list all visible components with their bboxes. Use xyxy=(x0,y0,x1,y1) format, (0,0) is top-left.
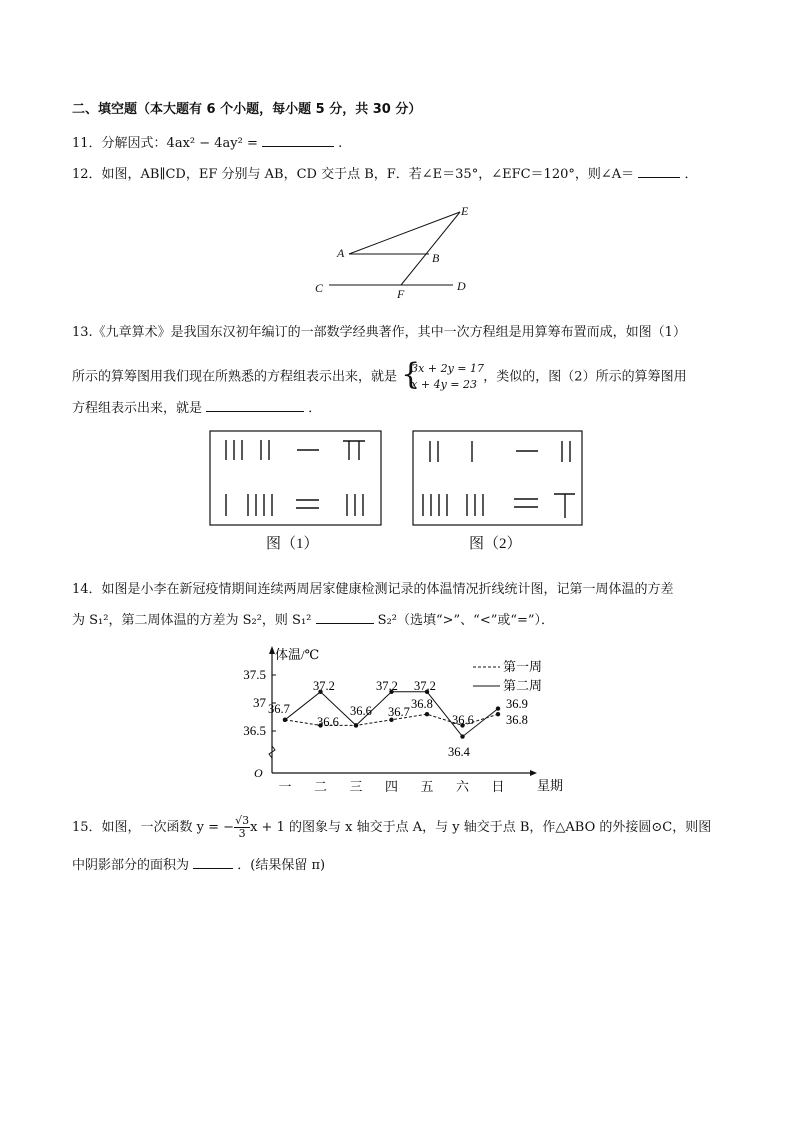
question-12 xyxy=(72,165,697,184)
answer-blank-15[interactable] xyxy=(193,856,233,869)
question-15-line-2 xyxy=(72,856,325,875)
x-tick-label: 二 xyxy=(313,779,328,794)
question-11 xyxy=(72,134,342,153)
equation-1: 3x + 2y = 17 xyxy=(411,362,484,375)
chart-labels xyxy=(268,679,528,759)
question-14-line-2a: 为 S₁²，第二周体温的方差为 S₂²，则 S₁² xyxy=(72,613,312,628)
question-14-line-2b: S₂²（选填“>”、“<”或“=”）． xyxy=(377,613,555,628)
y-tick-label: 37.5 xyxy=(243,667,266,682)
x-axis-label: 星期 xyxy=(537,778,564,793)
data-point xyxy=(425,712,429,716)
data-point xyxy=(496,706,500,710)
question-15-a: 15．如图，一次函数 y = − xyxy=(72,820,235,835)
data-point xyxy=(354,723,358,727)
x-tick-label: 四 xyxy=(384,779,399,794)
fraction-denominator: 3 xyxy=(238,827,246,840)
point-label-E: E xyxy=(461,204,469,218)
data-label: 37.2 xyxy=(376,679,398,693)
x-tick-label: 日 xyxy=(491,779,505,794)
x-axis-arrow-icon xyxy=(530,770,537,776)
y-tick-label: 36.5 xyxy=(243,723,266,738)
legend-label-week-2: 第二周 xyxy=(503,678,543,693)
x-tick-label: 一 xyxy=(278,779,292,794)
temperature-line-chart xyxy=(230,640,590,798)
point-label-F: F xyxy=(397,287,405,301)
x-tick-label: 三 xyxy=(349,779,363,794)
data-label: 36.7 xyxy=(388,705,410,719)
chart-legend xyxy=(473,659,542,693)
data-label: 36.8 xyxy=(506,713,528,727)
question-11-end: . xyxy=(338,136,343,151)
y-tick-label: 37 xyxy=(253,695,266,710)
data-label: 36.6 xyxy=(350,704,372,718)
data-label: 36.4 xyxy=(448,745,470,759)
data-label: 36.7 xyxy=(268,702,290,716)
data-label: 36.8 xyxy=(411,697,433,711)
question-15-line-1 xyxy=(72,815,711,840)
equation-2: x + 4y = 23 xyxy=(411,378,477,391)
point-label-A: A xyxy=(337,246,345,260)
question-13-line-2a: 所示的算筹图用我们现在所熟悉的方程组表示出来，就是 xyxy=(72,369,398,385)
question-13-line-3 xyxy=(72,399,321,418)
legend-label-week-1: 第一周 xyxy=(503,659,543,674)
question-13-line-3-text: 方程组表示出来，就是 xyxy=(72,401,203,416)
question-12-text: 12．如图，AB∥CD，EF 分别与 AB，CD 交于点 B，F．若∠E＝35°，∠EFC＝120°，则∠A＝ xyxy=(72,167,635,182)
fraction-numerator: √3 xyxy=(235,814,250,827)
question-13-line-2b: ，类似的，图（2）所示的算筹图用 xyxy=(483,369,687,385)
data-label: 36.6 xyxy=(452,713,474,727)
question-14-line-1: 14．如图是小李在新冠疫情期间连续两周居家健康检测记录的体温情况折线统计图，记第一周体温的方差 xyxy=(72,582,674,597)
question-13-end: ． xyxy=(308,401,322,416)
answer-blank-14[interactable] xyxy=(316,611,374,624)
counting-rods-figures xyxy=(208,428,588,556)
answer-blank-12[interactable] xyxy=(638,165,680,178)
question-11-text: 11．分解因式：4ax² − 4ay² = xyxy=(72,136,258,151)
data-label: 36.6 xyxy=(317,715,339,729)
equation-system xyxy=(401,357,484,394)
fraction xyxy=(234,815,250,840)
data-point xyxy=(496,712,500,716)
data-point xyxy=(283,718,287,722)
question-14-line-2 xyxy=(72,611,554,630)
question-15-line-2a: 中阴影部分的面积为 xyxy=(72,858,190,873)
point-label-D: D xyxy=(457,279,466,293)
origin-label: O xyxy=(254,766,263,780)
data-label: 37.2 xyxy=(313,679,335,693)
rods-fig-1 xyxy=(226,440,365,516)
answer-blank-11[interactable] xyxy=(262,134,334,147)
answer-blank-13[interactable] xyxy=(206,399,304,412)
question-12-end: ． xyxy=(684,167,698,182)
question-15-line-2b: ．(结果保留 π) xyxy=(237,858,326,873)
x-tick-label: 六 xyxy=(455,779,470,794)
brace-icon: { xyxy=(401,357,421,392)
geometry-figure-12 xyxy=(305,200,485,305)
question-13-line-1: 13.《九章算术》是我国东汉初年编订的一部数学经典著作，其中一次方程组是用算筹布置而成，如图（1） xyxy=(72,325,686,340)
fig-1-caption: 图（1） xyxy=(266,536,319,552)
rods-fig-2 xyxy=(423,441,575,518)
data-label: 36.9 xyxy=(506,697,528,711)
question-15-b: x + 1 的图象与 x 轴交于点 A，与 y 轴交于点 B，作△ABO 的外接圆⊙C，则图 xyxy=(250,820,712,835)
point-label-B: B xyxy=(432,251,440,265)
point-label-C: C xyxy=(315,281,324,295)
question-13-line-2 xyxy=(72,357,687,394)
x-tick-label: 五 xyxy=(420,779,434,794)
data-point xyxy=(460,734,464,738)
section-title: 二、填空题（本大题有 6 个小题，每小题 5 分，共 30 分） xyxy=(72,102,422,117)
y-axis-label: 体温/℃ xyxy=(275,647,320,662)
data-label: 37.2 xyxy=(414,679,436,693)
fig-2-caption: 图（2） xyxy=(469,536,522,552)
